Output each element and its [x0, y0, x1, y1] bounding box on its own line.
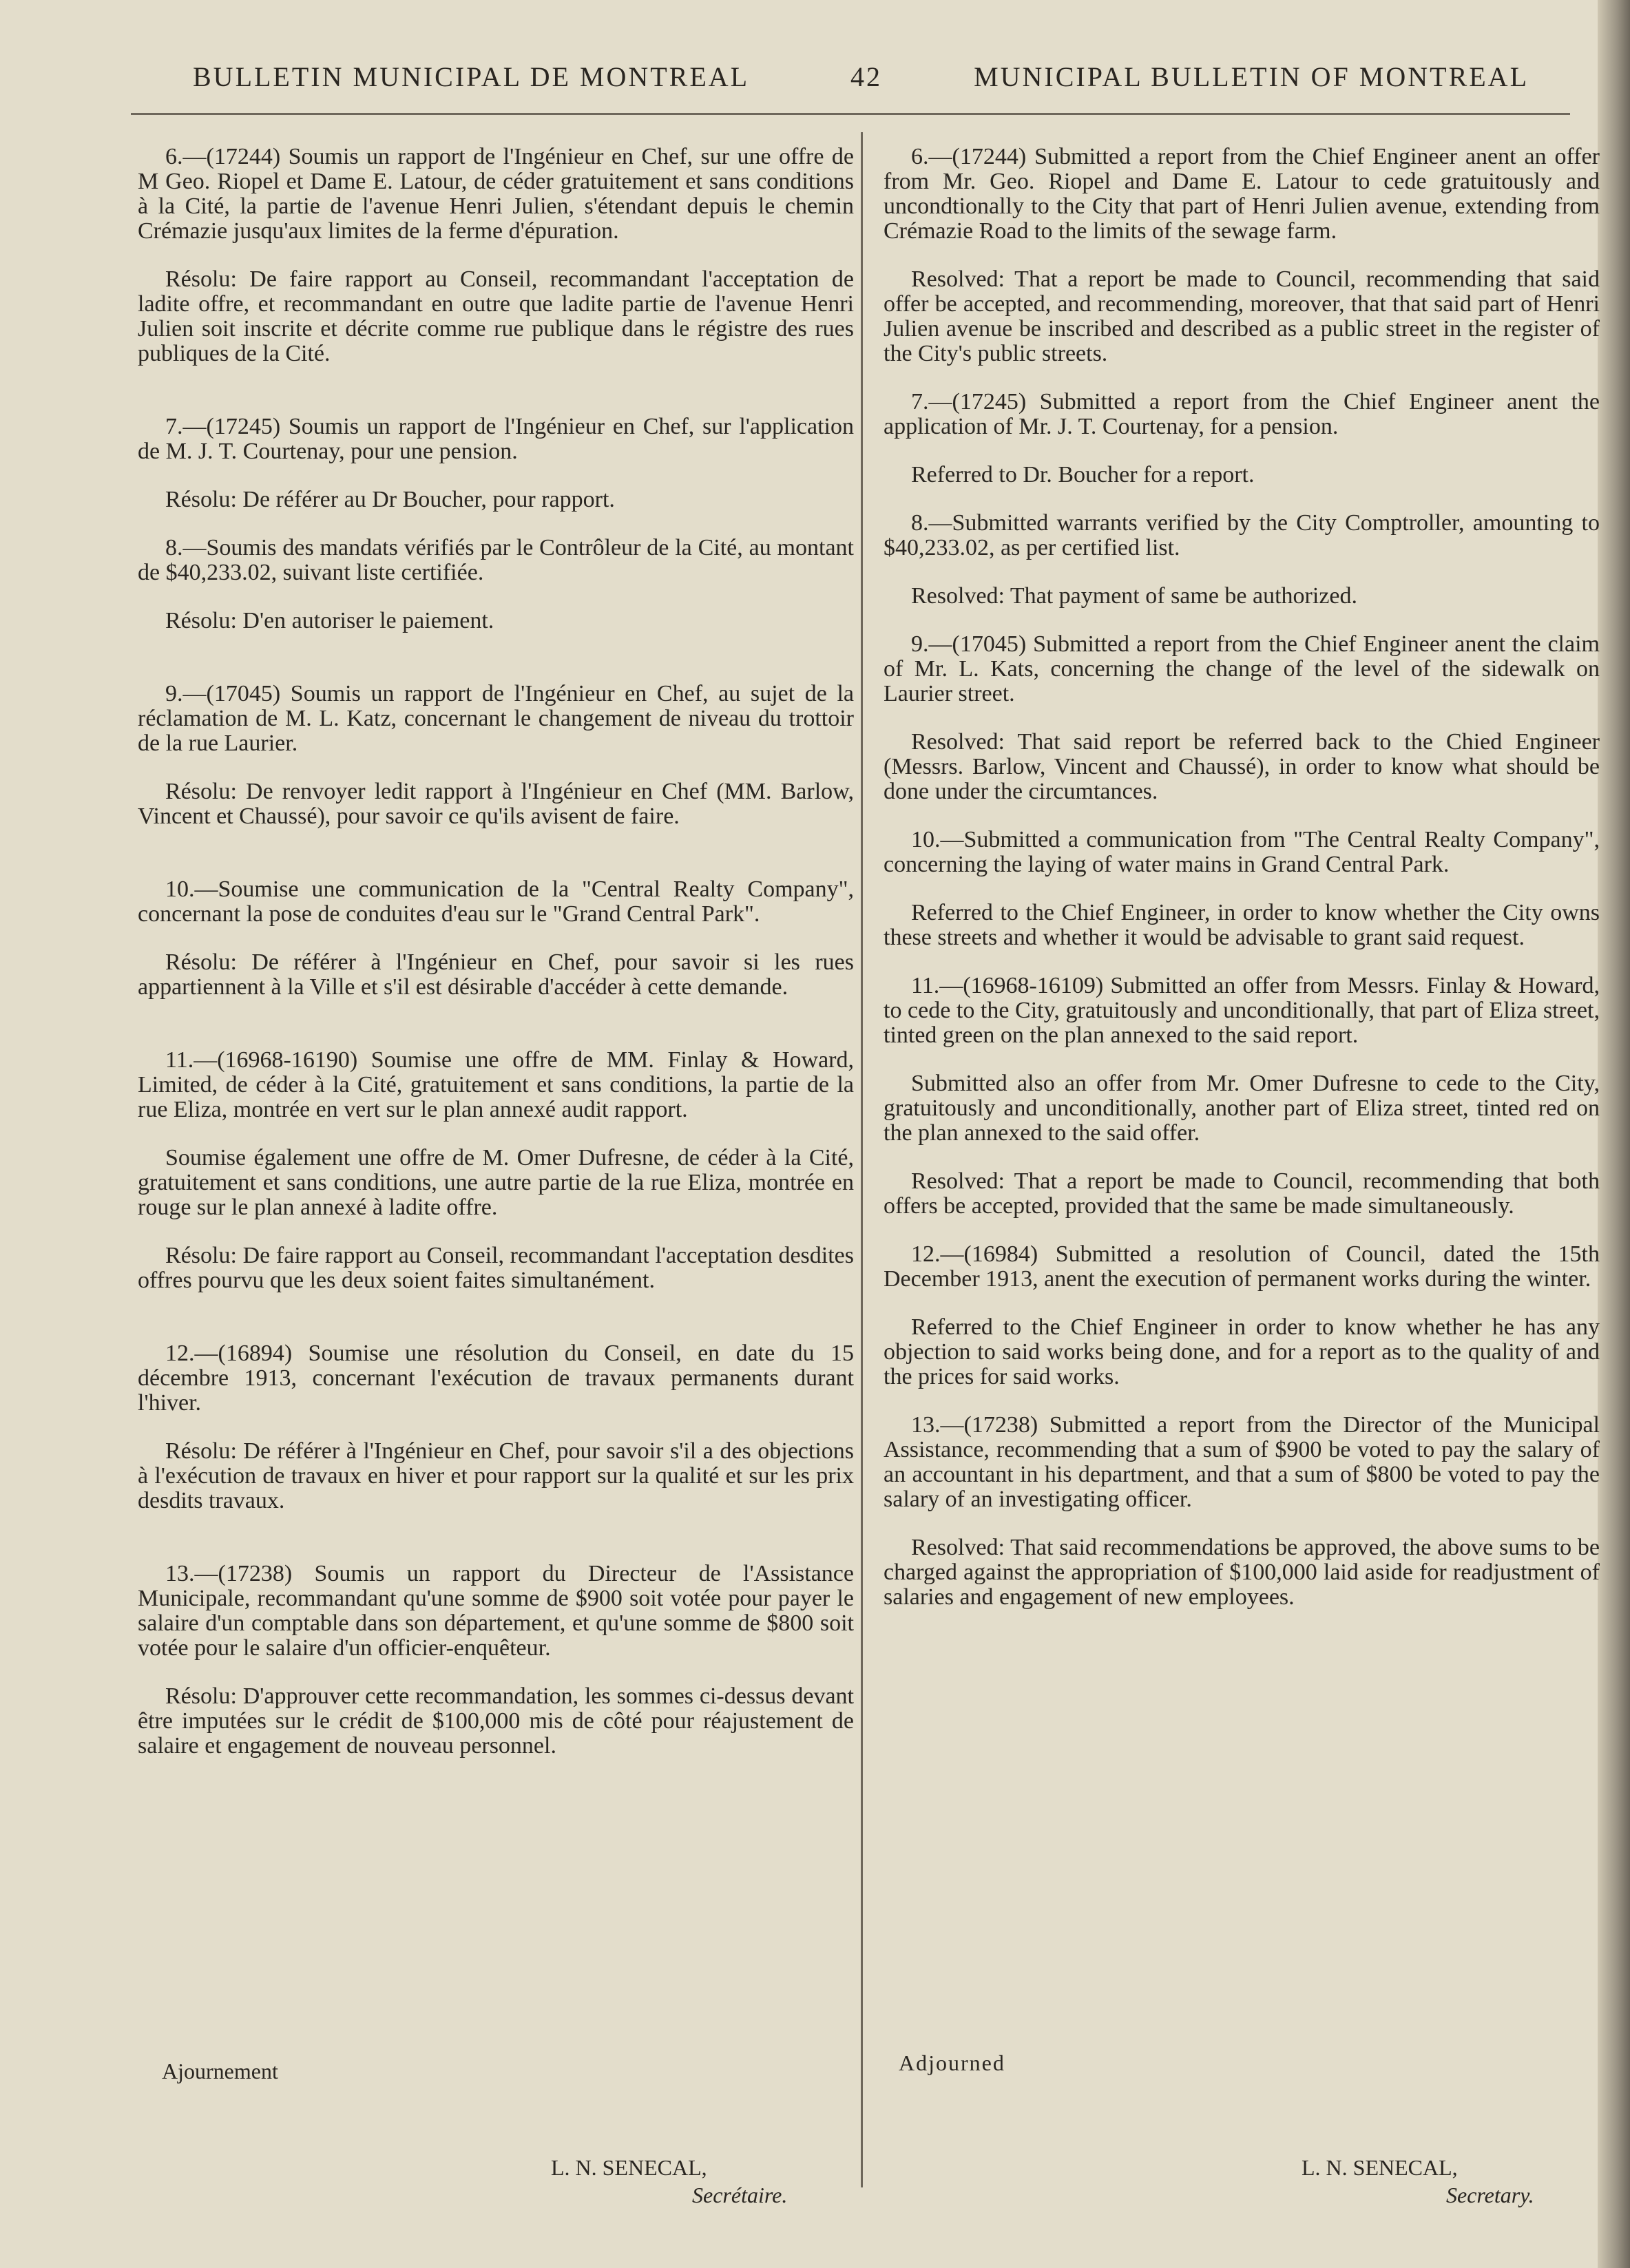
en-signature: L. N. SENECAL, — [1302, 2155, 1458, 2180]
en-adjourn: Adjourned — [899, 2050, 1005, 2075]
fr-item-8: 8.—Soumis des mandats vérifiés par le Contrôleur de la Cité, au montant de $40,233.02, suivant liste certifiée. — [138, 535, 854, 585]
fr-item-10: 10.—Soumise une communication de la "Central Realty Company", concernant la pose de conduites d'eau sur le "Grand Central Park". — [138, 876, 854, 927]
en-item-9: 9.—(17045) Submitted a report from the Chief Engineer anent the claim of Mr. L. Kats, concerning the change of the level of the sidewalk on Laurier street. — [884, 631, 1600, 706]
en-item-13: 13.—(17238) Submitted a report from the Director of the Municipal Assistance, recommending that a sum of $900 be voted to pay the salary of an accountant in his department, and that a sum of $800 be voted to pay the salary of an investigating officer. — [884, 1412, 1600, 1512]
page-edge — [1598, 0, 1630, 2268]
fr-resolution-9: Résolu: De renvoyer ledit rapport à l'Ingénieur en Chef (MM. Barlow, Vincent et Chaussé), pour savoir ce qu'ils avisent de faire. — [138, 779, 854, 829]
en-resolution-6: Resolved: That a report be made to Council, recommending that said offer be accepted, and recommending, moreover, that that said part of Henri Julien avenue be inscribed and described as a public street in the register of the City's public streets. — [884, 266, 1600, 366]
en-resolution-10: Referred to the Chief Engineer, in order to know whether the City owns these streets and whether it would be advisable to grant said request. — [884, 900, 1600, 950]
fr-item-13: 13.—(17238) Soumis un rapport du Directeur de l'Assistance Municipale, recommandant qu'une somme de $900 soit votée pour payer le salaire d'un comptable dans son département, et qu'une somme de $800 soit votée pour le salaire d'un officier-enquêteur. — [138, 1561, 854, 1661]
page-number: 42 — [850, 61, 882, 92]
fr-item-6: 6.—(17244) Soumis un rapport de l'Ingénieur en Chef, sur une offre de M Geo. Riopel et Dame E. Latour, de céder gratuitement et sans conditions à la Cité, la partie de l'avenue Henri Julien, s'étendant depuis le chemin Crémazie jusqu'aux limites de la ferme d'épuration. — [138, 144, 854, 244]
column-divider — [861, 132, 863, 2187]
en-item-11-b: Submitted also an offer from Mr. Omer Dufresne to cede to the City, gratuitously and unconditionally, another part of Eliza street, tinted red on the plan annexed to the said offer. — [884, 1071, 1600, 1146]
en-item-8: 8.—Submitted warrants verified by the City Comptroller, amounting to $40,233.02, as per certified list. — [884, 510, 1600, 560]
en-resolution-12: Referred to the Chief Engineer in order to know whether he has any objection to said works being done, and for a report as to the quality of and the prices for said works. — [884, 1314, 1600, 1389]
header-rule — [131, 113, 1570, 115]
fr-resolution-12: Résolu: De référer à l'Ingénieur en Chef, pour savoir s'il a des objections à l'exécution de travaux en hiver et pour rapport sur la qualité et sur les prix desdits travaux. — [138, 1438, 854, 1513]
fr-signature: L. N. SENECAL, — [551, 2155, 707, 2180]
fr-resolution-10: Résolu: De référer à l'Ingénieur en Chef, pour savoir si les rues appartiennent à la Ville et s'il est désirable d'accéder à cette demande. — [138, 949, 854, 1000]
french-column — [138, 145, 854, 1758]
fr-resolution-6: Résolu: De faire rapport au Conseil, recommandant l'acceptation de ladite offre, et recommandant en outre que ladite partie de l'avenue Henri Julien soit inscrite et décrite comme rue publique dans le régistre des rues publiques de la Cité. — [138, 266, 854, 366]
page-header — [179, 61, 1529, 102]
en-resolution-7: Referred to Dr. Boucher for a report. — [911, 462, 1255, 487]
en-item-11: 11.—(16968-16109) Submitted an offer from Messrs. Finlay & Howard, to cede to the City, gratuitously and unconditionally, that part of Eliza street, tinted green on the plan annexed to the said report. — [884, 973, 1600, 1048]
en-item-6: 6.—(17244) Submitted a report from the Chief Engineer anent an offer from Mr. Geo. Riopel and Dame E. Latour to cede gratuitously and uncondtionally to the City that part of Henri Julien avenue, extending from Crémazie Road to the limits of the sewage farm. — [884, 144, 1600, 244]
fr-item-11-b: Soumise également une offre de M. Omer Dufresne, de céder à la Cité, gratuitement et sans conditions, une autre partie de la rue Eliza, montrée en rouge sur le plan annexé à ladite offre. — [138, 1145, 854, 1220]
fr-resolution-11: Résolu: De faire rapport au Conseil, recommandant l'acceptation desdites offres pourvu que les deux soient faites simultanément. — [138, 1243, 854, 1293]
en-item-10: 10.—Submitted a communication from "The Central Realty Company", concerning the laying of water mains in Grand Central Park. — [884, 827, 1600, 877]
fr-resolution-13: Résolu: D'approuver cette recommandation, les sommes ci-dessus devant être imputées sur le crédit de $100,000 mis de côté pour réajustement de salaire et engagement de nouveau personnel. — [138, 1683, 854, 1758]
header-right-title: MUNICIPAL BULLETIN OF MONTREAL — [974, 61, 1529, 92]
en-item-12: 12.—(16984) Submitted a resolution of Council, dated the 15th December 1913, anent the execution of permanent works during the winter. — [884, 1241, 1600, 1292]
english-column — [884, 145, 1600, 1610]
fr-adjourn: Ajournement — [162, 2059, 278, 2083]
en-resolution-11: Resolved: That a report be made to Council, recommending that both offers be accepted, provided that the same be made simultaneously. — [884, 1168, 1600, 1219]
fr-item-12: 12.—(16894) Soumise une résolution du Conseil, en date du 15 décembre 1913, concernant l'exécution de travaux permanents durant l'hiver. — [138, 1341, 854, 1416]
en-signature-title: Secretary. — [1446, 2183, 1534, 2207]
fr-item-11: 11.—(16968-16190) Soumise une offre de MM. Finlay & Howard, Limited, de céder à la Cité, gratuitement et sans conditions, la partie de la rue Eliza, montrée en vert sur le plan annexé audit rapport. — [138, 1047, 854, 1122]
en-resolution-8: Resolved: That payment of same be authorized. — [911, 583, 1358, 609]
fr-item-7: 7.—(17245) Soumis un rapport de l'Ingénieur en Chef, sur l'application de M. J. T. Courtenay, pour une pension. — [138, 414, 854, 464]
header-left-title: BULLETIN MUNICIPAL DE MONTREAL — [193, 61, 750, 92]
fr-signature-title: Secrétaire. — [692, 2183, 788, 2207]
fr-resolution-7: Résolu: De référer au Dr Boucher, pour rapport. — [165, 487, 615, 512]
en-resolution-13: Resolved: That said recommendations be approved, the above sums to be charged against the appropriation of $100,000 laid aside for readjustment of salaries and engagement of new employees. — [884, 1535, 1600, 1610]
fr-resolution-8: Résolu: D'en autoriser le paiement. — [165, 608, 494, 633]
en-resolution-9: Resolved: That said report be referred back to the Chied Engineer (Messrs. Barlow, Vincent and Chaussé), in order to know what should be done under the circumtances. — [884, 729, 1600, 804]
fr-item-9: 9.—(17045) Soumis un rapport de l'Ingénieur en Chef, au sujet de la réclamation de M. L. Katz, concernant le changement de niveau du trottoir de la rue Laurier. — [138, 681, 854, 756]
en-item-7: 7.—(17245) Submitted a report from the Chief Engineer anent the application of Mr. J. T. Courtenay, for a pension. — [884, 389, 1600, 439]
